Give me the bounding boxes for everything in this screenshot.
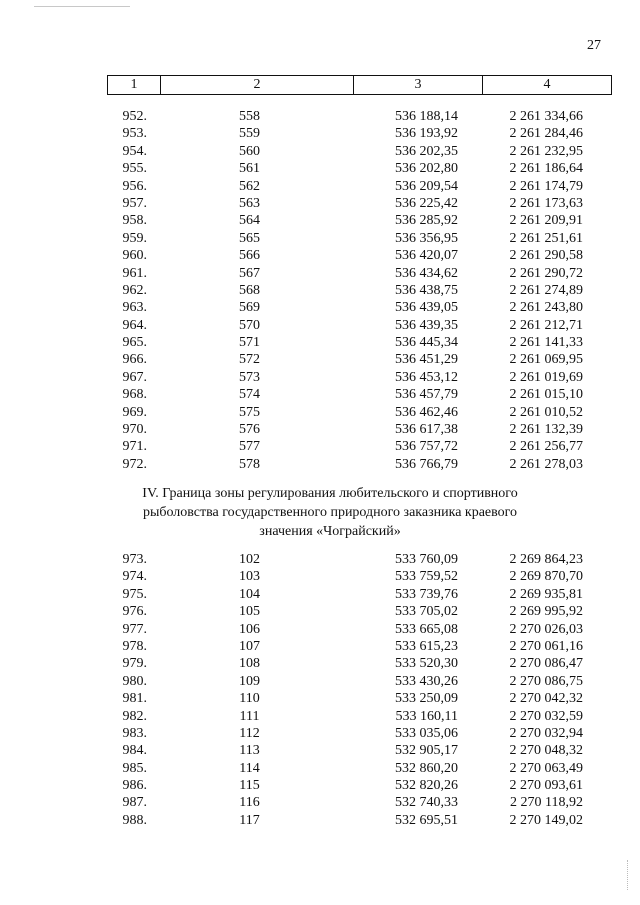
row-number: 967. (122, 369, 147, 385)
point-number: 566 (239, 248, 260, 264)
point-number: 114 (239, 760, 260, 776)
coordinate-x: 533 160,11 (395, 708, 458, 724)
table-row (107, 247, 609, 264)
coordinate-y: 2 261 278,03 (509, 456, 583, 472)
table-row (107, 265, 609, 282)
row-number: 959. (122, 230, 147, 246)
point-number: 558 (239, 109, 260, 124)
coordinate-x: 532 740,33 (395, 795, 458, 811)
coordinate-x: 532 860,20 (395, 760, 458, 776)
table-row (107, 725, 609, 742)
table-row (107, 404, 609, 421)
coordinate-x: 532 820,26 (395, 778, 458, 794)
coordinate-y: 2 270 118,92 (510, 795, 583, 811)
coordinate-x: 536 439,35 (395, 317, 458, 333)
coordinate-y: 2 261 290,58 (509, 248, 583, 264)
table-row (107, 108, 609, 125)
coordinate-y: 2 261 274,89 (509, 282, 583, 298)
point-number: 574 (239, 387, 260, 403)
coordinate-y: 2 261 212,71 (509, 317, 583, 333)
table-row (107, 777, 609, 794)
coordinate-x: 533 759,52 (395, 569, 458, 585)
column-header-1: 1 (108, 76, 161, 95)
column-header-table (107, 75, 612, 95)
coordinate-y: 2 261 186,64 (509, 161, 583, 177)
table-row (107, 351, 609, 368)
table-row (107, 178, 609, 195)
section-title (120, 484, 540, 541)
coordinate-x: 536 202,35 (395, 143, 458, 159)
coordinate-y: 2 270 032,59 (509, 708, 583, 724)
coordinate-x: 536 445,34 (395, 335, 458, 351)
row-number: 970. (122, 422, 147, 438)
point-number: 562 (239, 178, 260, 194)
point-number: 110 (239, 691, 260, 707)
column-header-3: 3 (354, 76, 483, 95)
row-number: 975. (122, 586, 147, 602)
table-row (107, 195, 609, 212)
row-number: 985. (122, 760, 147, 776)
table-row (107, 690, 609, 707)
row-number: 987. (122, 795, 147, 811)
row-number: 963. (122, 300, 147, 316)
coordinate-x: 536 188,14 (395, 109, 458, 124)
table-row (107, 317, 609, 334)
point-number: 567 (239, 265, 260, 281)
coordinate-x: 536 225,42 (395, 195, 458, 211)
coordinate-y: 2 270 048,32 (509, 743, 583, 759)
coordinate-x: 536 438,75 (395, 282, 458, 298)
point-number: 559 (239, 126, 260, 142)
table-row (107, 299, 609, 316)
coordinate-x: 536 420,07 (395, 248, 458, 264)
row-number: 955. (122, 161, 147, 177)
coordinate-y: 2 270 026,03 (509, 621, 583, 637)
table-row (107, 638, 609, 655)
row-number: 968. (122, 387, 147, 403)
coordinate-y: 2 270 042,32 (509, 691, 583, 707)
coordinate-y: 2 270 149,02 (509, 812, 583, 828)
table-row (107, 438, 609, 455)
row-number: 956. (122, 178, 147, 194)
table-row (107, 655, 609, 672)
row-number: 982. (122, 708, 147, 724)
point-number: 576 (239, 422, 260, 438)
coordinate-y: 2 261 334,66 (509, 109, 583, 124)
point-number: 102 (239, 552, 260, 567)
coordinate-x: 533 760,09 (395, 552, 458, 567)
row-number: 976. (122, 604, 147, 620)
coordinate-y: 2 261 251,61 (509, 230, 583, 246)
coordinate-x: 536 434,62 (395, 265, 458, 281)
coordinate-y: 2 261 256,77 (509, 439, 583, 455)
coordinate-y: 2 270 032,94 (509, 725, 583, 741)
section-title-line-2: рыболовства государственного природного заказника краевого (142, 505, 518, 520)
point-number: 103 (239, 569, 260, 585)
coordinate-y: 2 261 290,72 (509, 265, 583, 281)
coordinate-x: 536 617,38 (395, 422, 458, 438)
point-number: 105 (239, 604, 260, 620)
row-number: 984. (122, 743, 147, 759)
point-number: 112 (239, 725, 260, 741)
point-number: 565 (239, 230, 260, 246)
row-number: 962. (122, 282, 147, 298)
table-row (107, 160, 609, 177)
coordinate-y: 2 261 015,10 (509, 387, 583, 403)
row-number: 952. (122, 109, 147, 124)
coordinate-x: 536 457,79 (395, 387, 458, 403)
point-number: 117 (239, 812, 260, 828)
row-number: 953. (122, 126, 147, 142)
coordinate-x: 536 766,79 (395, 456, 458, 472)
point-number: 577 (239, 439, 260, 455)
table-row (107, 386, 609, 403)
section-title-line-3: значения «Чограйский» (259, 524, 401, 539)
column-header-row (108, 76, 612, 95)
coordinate-y: 2 261 209,91 (509, 213, 583, 229)
row-number: 973. (122, 552, 147, 567)
coordinate-x: 536 439,05 (395, 300, 458, 316)
row-number: 978. (122, 638, 147, 654)
point-number: 568 (239, 282, 260, 298)
table-row (107, 551, 609, 568)
table-row (107, 708, 609, 725)
coordinate-y: 2 261 232,95 (509, 143, 583, 159)
column-header-4: 4 (483, 76, 612, 95)
coordinate-y: 2 261 010,52 (509, 404, 583, 420)
coordinate-y: 2 261 069,95 (509, 352, 583, 368)
table-row (107, 760, 609, 777)
coordinate-x: 536 202,80 (395, 161, 458, 177)
scan-margin-mark (627, 860, 631, 890)
coordinate-x: 532 695,51 (395, 812, 458, 828)
row-number: 960. (122, 248, 147, 264)
table-row (107, 282, 609, 299)
coordinate-x: 536 285,92 (395, 213, 458, 229)
coordinate-y: 2 270 086,47 (509, 656, 583, 672)
row-number: 958. (122, 213, 147, 229)
row-number: 969. (122, 404, 147, 420)
row-number: 977. (122, 621, 147, 637)
point-number: 113 (239, 743, 260, 759)
coordinate-x: 536 209,54 (395, 178, 458, 194)
table-row (107, 212, 609, 229)
table-row (107, 143, 609, 160)
coordinate-x: 533 035,06 (395, 725, 458, 741)
point-number: 575 (239, 404, 260, 420)
row-number: 972. (122, 456, 147, 472)
point-number: 116 (239, 795, 260, 811)
table-row (107, 673, 609, 690)
coordinate-x: 533 705,02 (395, 604, 458, 620)
table-row (107, 568, 609, 585)
coordinate-x: 536 757,72 (395, 439, 458, 455)
coordinate-x: 536 356,95 (395, 230, 458, 246)
table-row (107, 369, 609, 386)
point-number: 563 (239, 195, 260, 211)
coordinate-y: 2 269 935,81 (509, 586, 583, 602)
table-row (107, 812, 609, 829)
row-number: 986. (122, 778, 147, 794)
scan-artifact-line (34, 6, 130, 9)
coordinates-table-part-1 (107, 108, 609, 473)
coordinate-y: 2 261 243,80 (509, 300, 583, 316)
coordinate-x: 533 520,30 (395, 656, 458, 672)
row-number: 983. (122, 725, 147, 741)
coordinate-x: 533 615,23 (395, 638, 458, 654)
coordinate-x: 533 250,09 (395, 691, 458, 707)
row-number: 974. (122, 569, 147, 585)
coordinate-y: 2 261 141,33 (509, 335, 583, 351)
coordinate-y: 2 269 864,23 (509, 552, 583, 567)
row-number: 964. (122, 317, 147, 333)
point-number: 573 (239, 369, 260, 385)
coordinate-y: 2 269 870,70 (509, 569, 583, 585)
row-number: 957. (122, 195, 147, 211)
coordinate-x: 533 665,08 (395, 621, 458, 637)
point-number: 106 (239, 621, 260, 637)
point-number: 578 (239, 456, 260, 472)
coordinate-y: 2 269 995,92 (509, 604, 583, 620)
table-row (107, 603, 609, 620)
point-number: 111 (239, 708, 260, 724)
coordinate-x: 536 462,46 (395, 404, 458, 420)
table-row (107, 421, 609, 438)
coordinate-x: 536 193,92 (395, 126, 458, 142)
point-number: 570 (239, 317, 260, 333)
point-number: 104 (239, 586, 260, 602)
page-number: 27 (587, 38, 601, 53)
coordinate-x: 532 905,17 (395, 743, 458, 759)
table-row (107, 794, 609, 811)
table-row (107, 621, 609, 638)
coordinate-x: 533 430,26 (395, 673, 458, 689)
coordinate-y: 2 261 173,63 (509, 195, 583, 211)
row-number: 988. (122, 812, 147, 828)
point-number: 109 (239, 673, 260, 689)
coordinate-x: 536 453,12 (395, 369, 458, 385)
point-number: 572 (239, 352, 260, 368)
coordinate-x: 536 451,29 (395, 352, 458, 368)
coordinate-y: 2 261 019,69 (509, 369, 583, 385)
row-number: 979. (122, 656, 147, 672)
row-number: 981. (122, 691, 147, 707)
coordinate-y: 2 261 284,46 (509, 126, 583, 142)
point-number: 569 (239, 300, 260, 316)
coordinate-y: 2 261 132,39 (509, 422, 583, 438)
coordinate-y: 2 270 063,49 (509, 760, 583, 776)
row-number: 961. (122, 265, 147, 281)
column-header-2: 2 (161, 76, 354, 95)
row-number: 980. (122, 673, 147, 689)
section-title-line-1: IV. Граница зоны регулирования любительского и спортивного (142, 486, 518, 501)
coordinate-x: 533 739,76 (395, 586, 458, 602)
point-number: 571 (239, 335, 260, 351)
coordinate-y: 2 270 086,75 (509, 673, 583, 689)
table-row (107, 742, 609, 759)
coordinate-y: 2 270 061,16 (509, 638, 583, 654)
row-number: 965. (122, 335, 147, 351)
coordinate-y: 2 270 093,61 (509, 778, 583, 794)
point-number: 564 (239, 213, 260, 229)
point-number: 108 (239, 656, 260, 672)
point-number: 561 (239, 161, 260, 177)
table-row (107, 125, 609, 142)
row-number: 971. (122, 439, 147, 455)
table-row (107, 586, 609, 603)
row-number: 954. (122, 143, 147, 159)
coordinate-y: 2 261 174,79 (509, 178, 583, 194)
coordinates-table-part-2 (107, 551, 609, 829)
point-number: 115 (239, 778, 260, 794)
table-row (107, 334, 609, 351)
point-number: 560 (239, 143, 260, 159)
row-number: 966. (122, 352, 147, 368)
table-row (107, 230, 609, 247)
point-number: 107 (239, 638, 260, 654)
table-row (107, 456, 609, 473)
